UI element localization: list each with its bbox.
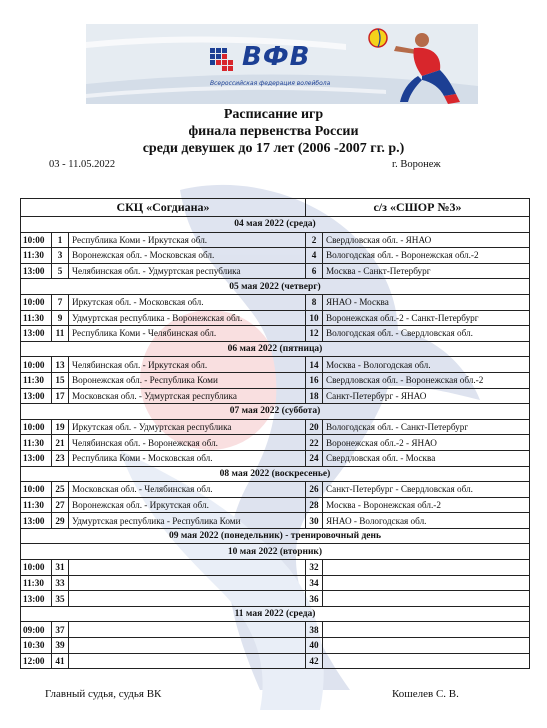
match-number: 33 (52, 575, 69, 591)
match-teams: Москва - Воронежская обл.-2 (323, 497, 530, 513)
title-line-1: Расписание игр (223, 107, 324, 122)
match-time: 10:30 (21, 638, 52, 654)
match-row (21, 294, 530, 310)
document-title (0, 106, 547, 157)
match-teams: ЯНАО - Вологодская обл. (323, 513, 530, 529)
match-number: 16 (306, 372, 323, 388)
match-teams: Челябинская обл. - Удмуртская республика (69, 263, 306, 279)
match-row (21, 560, 530, 576)
match-number: 14 (306, 357, 323, 373)
venue-right: с/з «СШОР №3» (306, 199, 530, 217)
match-time: 09:00 (21, 622, 52, 638)
match-teams: Воронежская обл.-2 - Санкт-Петербург (323, 310, 530, 326)
match-time: 10:00 (21, 560, 52, 576)
match-teams: Удмуртская республика - Воронежская обл. (69, 310, 306, 326)
match-number: 6 (306, 263, 323, 279)
match-time: 10:00 (21, 294, 52, 310)
match-row (21, 497, 530, 513)
match-teams: Санкт-Петербург - ЯНАО (323, 388, 530, 404)
match-teams (69, 622, 306, 638)
match-number: 10 (306, 310, 323, 326)
match-number: 39 (52, 638, 69, 654)
match-teams: Республика Коми - Челябинская обл. (69, 326, 306, 342)
match-number: 7 (52, 294, 69, 310)
match-teams (323, 591, 530, 607)
match-teams (323, 653, 530, 669)
match-number: 12 (306, 326, 323, 342)
match-row (21, 435, 530, 451)
match-time: 12:00 (21, 653, 52, 669)
title-line-2: финала первенства России (188, 124, 359, 139)
match-time: 13:00 (21, 591, 52, 607)
match-time: 11:30 (21, 497, 52, 513)
match-teams: Вологодская обл. - Свердловская обл. (323, 326, 530, 342)
match-teams: Свердловская обл. - Воронежская обл.-2 (323, 372, 530, 388)
match-row (21, 388, 530, 404)
match-teams: Воронежская обл.-2 - ЯНАО (323, 435, 530, 451)
match-number: 34 (306, 575, 323, 591)
match-row (21, 232, 530, 248)
match-number: 25 (52, 482, 69, 498)
match-time: 10:00 (21, 419, 52, 435)
match-teams: ЯНАО - Москва (323, 294, 530, 310)
match-teams (323, 622, 530, 638)
match-row (21, 482, 530, 498)
day-title: 04 мая 2022 (среда) (21, 217, 530, 233)
match-number: 31 (52, 560, 69, 576)
match-teams (323, 560, 530, 576)
match-row (21, 622, 530, 638)
match-teams: Вологодская обл. - Санкт-Петербург (323, 419, 530, 435)
match-teams (323, 575, 530, 591)
day-header-row (21, 279, 530, 295)
venue-header-row (21, 199, 530, 217)
match-number: 26 (306, 482, 323, 498)
match-time: 11:30 (21, 248, 52, 264)
logo-text: ВФВ (242, 42, 311, 72)
day-header-row (21, 404, 530, 420)
tournament-dates: 03 - 11.05.2022 (49, 159, 116, 170)
match-teams: Иркутская обл. - Удмуртская республика (69, 419, 306, 435)
match-teams: Свердловская обл. - ЯНАО (323, 232, 530, 248)
match-row (21, 575, 530, 591)
match-teams: Москва - Санкт-Петербург (323, 263, 530, 279)
match-row (21, 513, 530, 529)
day-header-row (21, 606, 530, 622)
match-teams: Свердловская обл. - Москва (323, 450, 530, 466)
match-teams (69, 575, 306, 591)
match-row (21, 326, 530, 342)
logo-cubes-icon (208, 46, 238, 76)
match-row (21, 653, 530, 669)
match-number: 1 (52, 232, 69, 248)
match-number: 36 (306, 591, 323, 607)
title-line-3: среди девушек до 17 лет (2006 -2007 гг. р.) (142, 141, 405, 156)
match-time: 10:00 (21, 357, 52, 373)
match-row (21, 419, 530, 435)
match-number: 38 (306, 622, 323, 638)
volleyball-player-icon (356, 24, 466, 104)
match-number: 27 (52, 497, 69, 513)
match-time: 13:00 (21, 326, 52, 342)
match-number: 42 (306, 653, 323, 669)
match-number: 24 (306, 450, 323, 466)
match-number: 19 (52, 419, 69, 435)
match-time: 13:00 (21, 513, 52, 529)
match-row (21, 248, 530, 264)
match-number: 5 (52, 263, 69, 279)
match-number: 15 (52, 372, 69, 388)
day-title: 07 мая 2022 (суббота) (21, 404, 530, 420)
match-number: 21 (52, 435, 69, 451)
match-time: 13:00 (21, 263, 52, 279)
match-time: 11:30 (21, 435, 52, 451)
venue-left: СКЦ «Согдиана» (21, 199, 306, 217)
schedule-table (20, 198, 530, 669)
match-number: 3 (52, 248, 69, 264)
match-teams: Челябинская обл. - Иркутская обл. (69, 357, 306, 373)
match-number: 9 (52, 310, 69, 326)
match-number: 41 (52, 653, 69, 669)
match-time: 11:30 (21, 310, 52, 326)
match-number: 30 (306, 513, 323, 529)
match-teams (69, 591, 306, 607)
day-title: 05 мая 2022 (четверг) (21, 279, 530, 295)
match-row (21, 310, 530, 326)
match-number: 37 (52, 622, 69, 638)
match-teams: Санкт-Петербург - Свердловская обл. (323, 482, 530, 498)
match-teams: Республика Коми - Московская обл. (69, 450, 306, 466)
match-row (21, 263, 530, 279)
match-number: 18 (306, 388, 323, 404)
match-time: 13:00 (21, 450, 52, 466)
match-number: 17 (52, 388, 69, 404)
day-header-row (21, 544, 530, 560)
match-teams: Челябинская обл. - Воронежская обл. (69, 435, 306, 451)
match-number: 32 (306, 560, 323, 576)
match-number: 20 (306, 419, 323, 435)
match-teams: Республика Коми - Иркутская обл. (69, 232, 306, 248)
match-teams: Воронежская обл. - Республика Коми (69, 372, 306, 388)
match-teams (323, 638, 530, 654)
match-time: 11:30 (21, 575, 52, 591)
match-teams: Удмуртская республика - Республика Коми (69, 513, 306, 529)
match-time: 10:00 (21, 482, 52, 498)
match-number: 28 (306, 497, 323, 513)
match-number: 23 (52, 450, 69, 466)
day-header-row (21, 466, 530, 482)
day-header-row (21, 217, 530, 233)
chief-judge-label: Главный судья, судья ВК (45, 688, 162, 700)
match-teams (69, 560, 306, 576)
match-teams: Московская обл. - Челябинская обл. (69, 482, 306, 498)
match-teams: Москва - Вологодская обл. (323, 357, 530, 373)
match-row (21, 591, 530, 607)
match-time: 11:30 (21, 372, 52, 388)
match-time: 13:00 (21, 388, 52, 404)
match-number: 2 (306, 232, 323, 248)
match-teams: Иркутская обл. - Московская обл. (69, 294, 306, 310)
match-teams: Московская обл. - Удмуртская республика (69, 388, 306, 404)
tournament-city: г. Воронеж (392, 159, 441, 170)
match-time: 10:00 (21, 232, 52, 248)
match-number: 35 (52, 591, 69, 607)
day-title: 10 мая 2022 (вторник) (21, 544, 530, 560)
match-row (21, 638, 530, 654)
match-teams (69, 653, 306, 669)
match-number: 4 (306, 248, 323, 264)
match-teams: Воронежская обл. - Иркутская обл. (69, 497, 306, 513)
chief-judge-name: Кошелев С. В. (392, 688, 459, 700)
logo-subtitle: Всероссийская федерация волейбола (210, 80, 331, 87)
match-number: 13 (52, 357, 69, 373)
match-teams: Воронежская обл. - Московская обл. (69, 248, 306, 264)
match-row (21, 357, 530, 373)
day-title: 06 мая 2022 (пятница) (21, 341, 530, 357)
match-number: 22 (306, 435, 323, 451)
match-number: 29 (52, 513, 69, 529)
match-row (21, 372, 530, 388)
match-row (21, 450, 530, 466)
day-header-row (21, 341, 530, 357)
day-header-row (21, 528, 530, 544)
header-banner (86, 24, 478, 104)
day-title: 09 мая 2022 (понедельник) - тренировочный день (21, 528, 530, 544)
vfv-logo (208, 42, 378, 92)
day-title: 08 мая 2022 (воскресенье) (21, 466, 530, 482)
match-number: 40 (306, 638, 323, 654)
match-teams: Вологодская обл. - Воронежская обл.-2 (323, 248, 530, 264)
match-teams (69, 638, 306, 654)
day-title: 11 мая 2022 (среда) (21, 606, 530, 622)
match-number: 11 (52, 326, 69, 342)
match-number: 8 (306, 294, 323, 310)
